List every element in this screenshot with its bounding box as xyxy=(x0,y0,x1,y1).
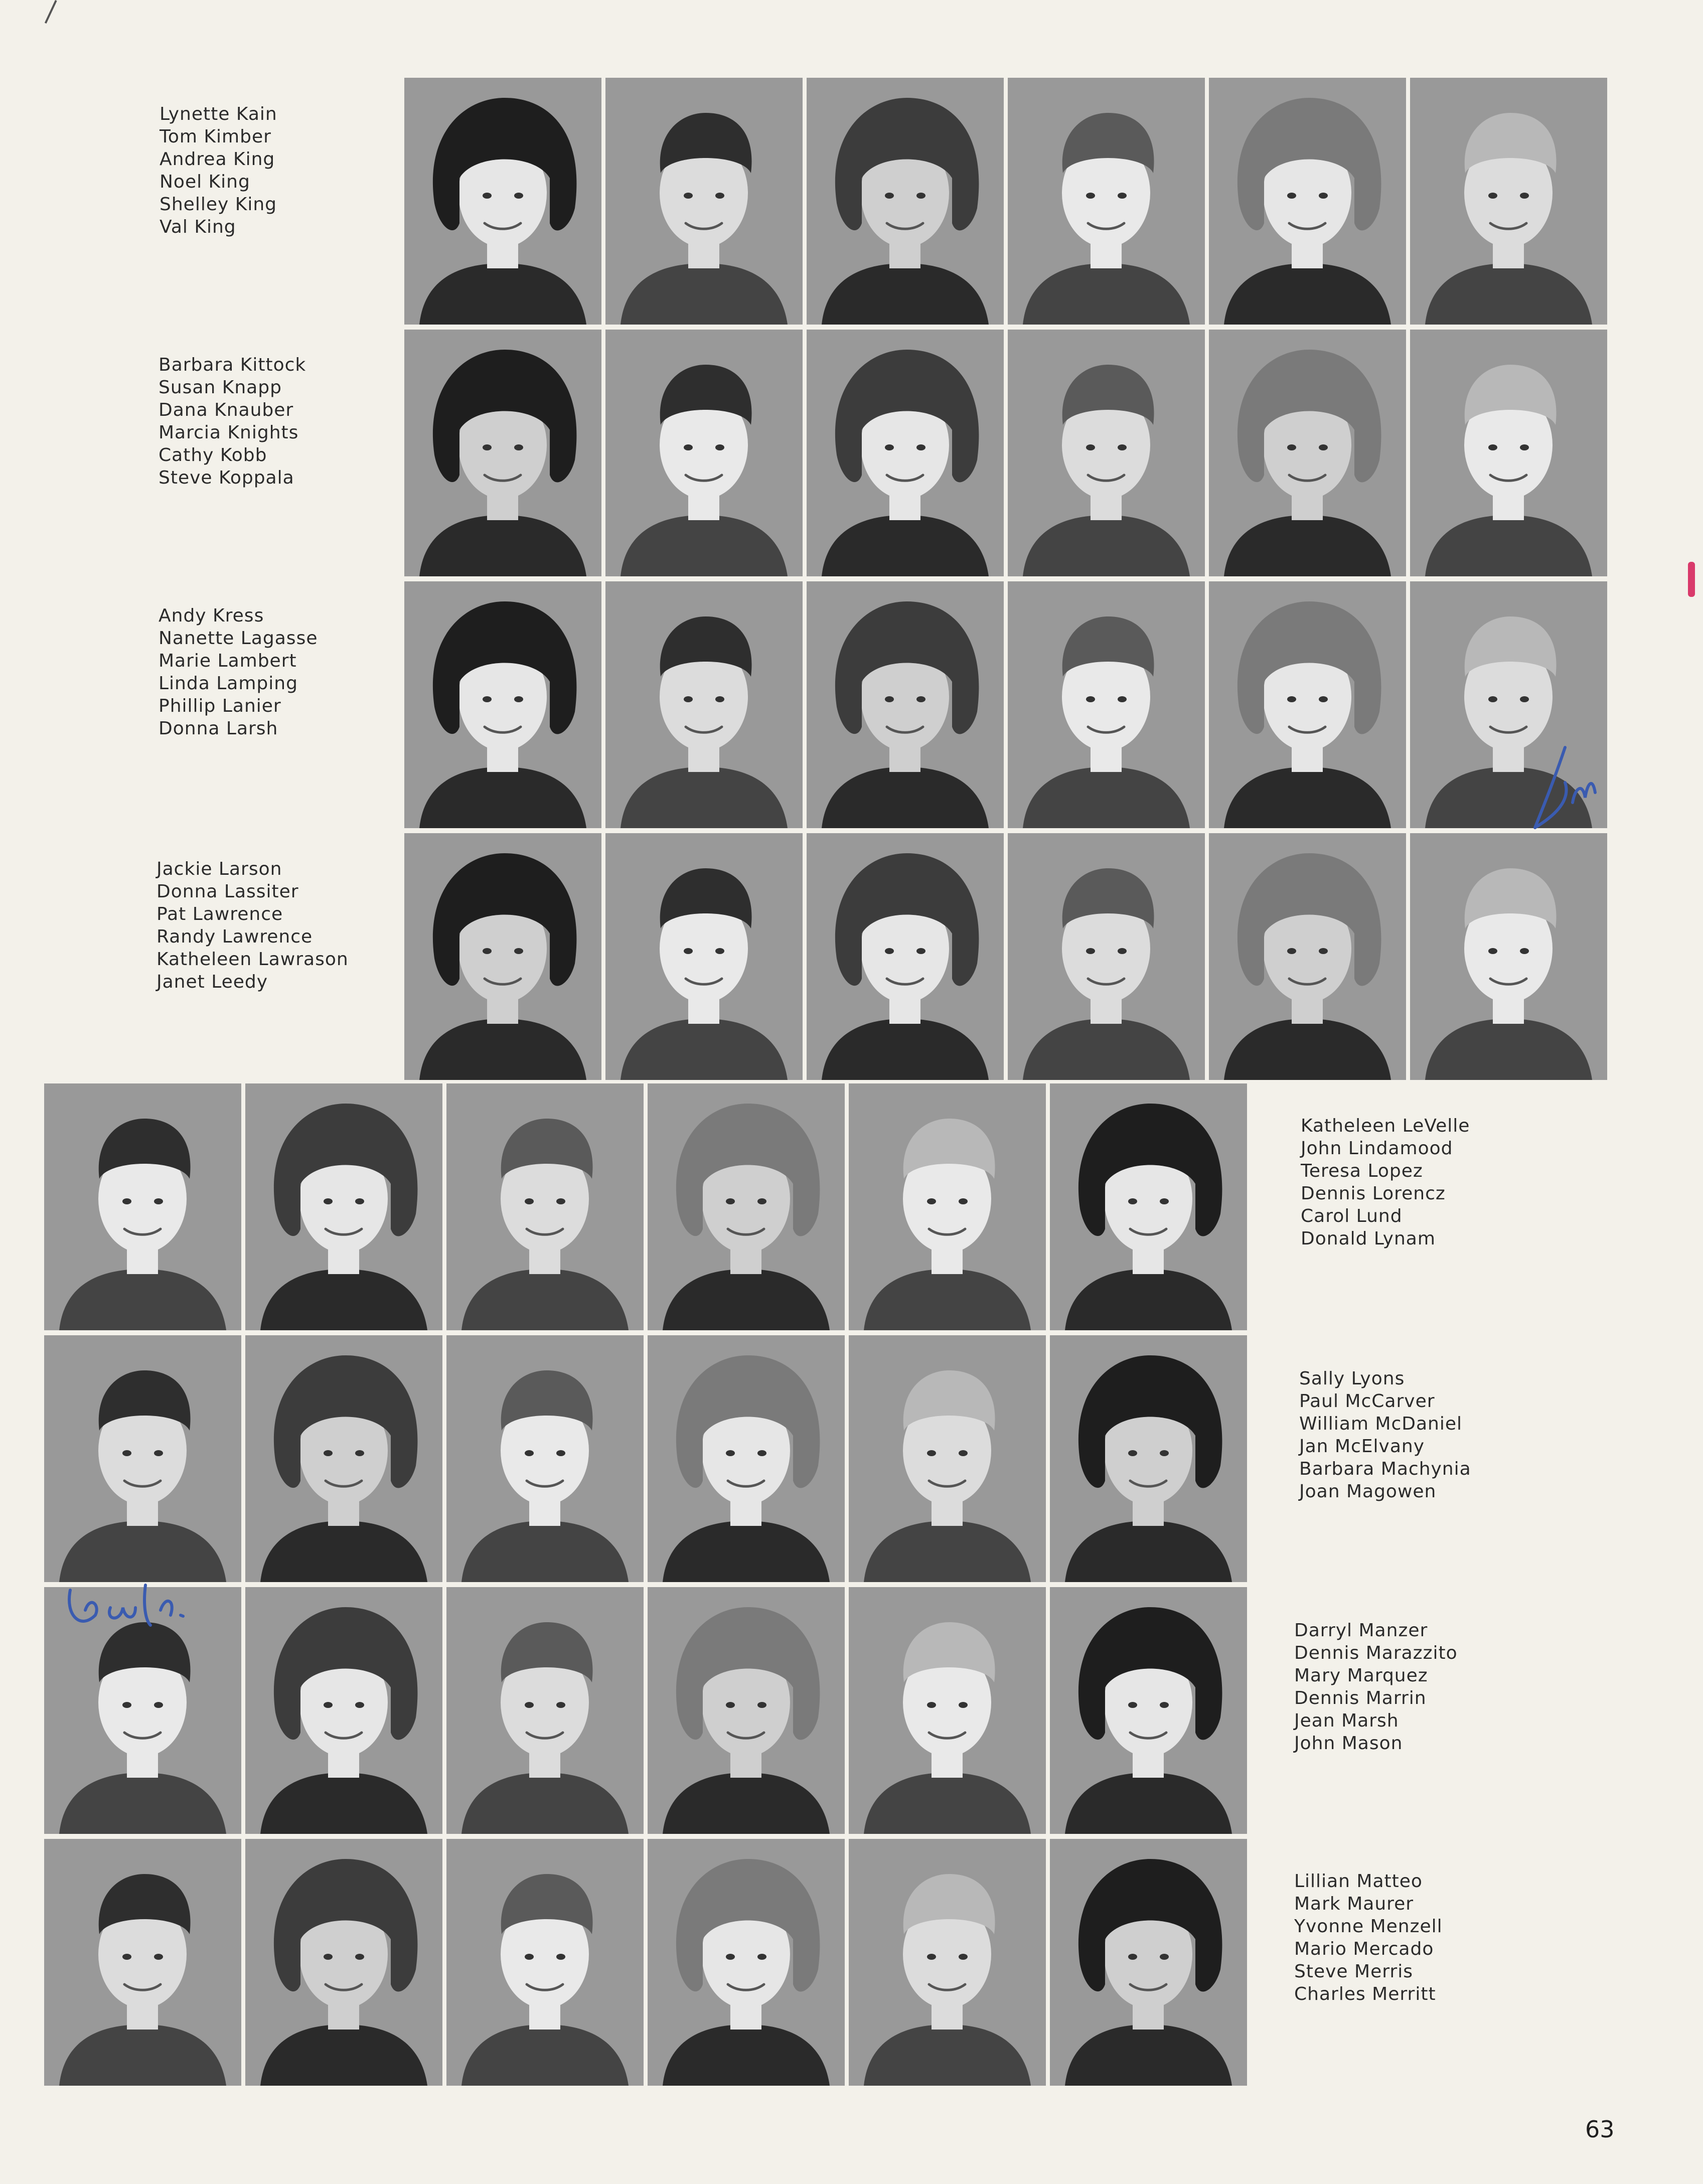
student-portrait xyxy=(605,581,803,828)
name-list-group-4 xyxy=(157,858,349,993)
student-name: Darryl Manzer xyxy=(1294,1620,1428,1641)
student-name: Andy Kress xyxy=(159,605,264,626)
name-list-group-8 xyxy=(1294,1870,1443,2005)
student-portrait xyxy=(849,1083,1046,1330)
student-name: Tom Kimber xyxy=(160,126,271,147)
student-name: Teresa Lopez xyxy=(1301,1161,1423,1181)
student-portrait xyxy=(1410,581,1607,828)
student-name: Katheleen LeVelle xyxy=(1301,1116,1470,1136)
student-name: Pat Lawrence xyxy=(157,904,283,924)
student-name: Janet Leedy xyxy=(157,972,268,992)
student-portrait xyxy=(44,1083,241,1330)
student-portrait xyxy=(807,833,1004,1080)
student-portrait xyxy=(446,1839,644,2086)
student-portrait xyxy=(1050,1839,1247,2086)
student-portrait xyxy=(404,330,601,576)
student-portrait xyxy=(605,78,803,325)
name-list-group-7 xyxy=(1294,1619,1458,1755)
student-portrait xyxy=(605,330,803,576)
student-name: Cathy Kobb xyxy=(159,445,267,465)
student-name: John Lindamood xyxy=(1301,1138,1453,1159)
student-portrait xyxy=(1050,1335,1247,1582)
name-list-group-1 xyxy=(160,103,277,238)
student-portrait xyxy=(1209,78,1406,325)
student-portrait xyxy=(807,78,1004,325)
student-portrait xyxy=(807,330,1004,576)
student-name: Lillian Matteo xyxy=(1294,1871,1423,1892)
student-portrait xyxy=(648,1587,845,1834)
student-portrait xyxy=(1050,1083,1247,1330)
student-portrait xyxy=(1008,833,1205,1080)
student-name: Dennis Marazzito xyxy=(1294,1643,1458,1663)
student-name: Dennis Marrin xyxy=(1294,1688,1427,1708)
student-portrait xyxy=(245,1587,442,1834)
student-name: William McDaniel xyxy=(1299,1414,1462,1434)
edge-tab-mark xyxy=(1688,562,1695,597)
student-portrait xyxy=(446,1335,644,1582)
page-number: 63 xyxy=(1585,2116,1615,2143)
student-name: Carol Lund xyxy=(1301,1206,1403,1226)
student-name: Shelley King xyxy=(160,194,277,215)
student-name: Val King xyxy=(160,217,236,237)
student-portrait xyxy=(1050,1587,1247,1834)
student-portrait xyxy=(849,1839,1046,2086)
student-portrait xyxy=(849,1335,1046,1582)
student-portrait xyxy=(446,1083,644,1330)
student-portrait xyxy=(1008,330,1205,576)
student-name: Phillip Lanier xyxy=(159,696,281,716)
student-portrait xyxy=(849,1587,1046,1834)
name-list-group-6 xyxy=(1299,1367,1471,1503)
student-portrait xyxy=(404,78,601,325)
student-name: Marcia Knights xyxy=(159,422,299,443)
student-name: Yvonne Menzell xyxy=(1294,1916,1443,1937)
portrait-grid-top xyxy=(404,78,1607,1080)
student-name: Dennis Lorencz xyxy=(1301,1183,1446,1204)
student-name: Dana Knauber xyxy=(159,400,294,420)
student-portrait xyxy=(245,1335,442,1582)
student-portrait xyxy=(1209,833,1406,1080)
student-portrait xyxy=(404,581,601,828)
student-name: Joan Magowen xyxy=(1299,1481,1437,1502)
student-name: Linda Lamping xyxy=(159,673,298,694)
student-name: Marie Lambert xyxy=(159,651,297,671)
student-portrait xyxy=(1008,78,1205,325)
student-name: Jan McElvany xyxy=(1299,1436,1425,1457)
student-portrait xyxy=(44,1839,241,2086)
student-portrait xyxy=(404,833,601,1080)
student-name: John Mason xyxy=(1294,1733,1403,1754)
name-list-group-3 xyxy=(159,604,318,740)
student-name: Charles Merritt xyxy=(1294,1984,1436,2004)
student-name: Steve Merris xyxy=(1294,1961,1413,1982)
student-name: Mario Mercado xyxy=(1294,1939,1434,1959)
student-name: Lynette Kain xyxy=(160,104,277,124)
student-name: Randy Lawrence xyxy=(157,926,313,947)
student-name: Paul McCarver xyxy=(1299,1391,1435,1412)
student-name: Donna Larsh xyxy=(159,718,278,739)
student-name: Mark Maurer xyxy=(1294,1894,1414,1914)
student-name: Jean Marsh xyxy=(1294,1710,1399,1731)
student-portrait xyxy=(1008,581,1205,828)
student-name: Katheleen Lawrason xyxy=(157,949,349,970)
student-name: Nanette Lagasse xyxy=(159,628,318,649)
portrait-grid-bottom xyxy=(44,1083,1247,2086)
student-portrait xyxy=(648,1083,845,1330)
student-portrait xyxy=(446,1587,644,1834)
student-portrait xyxy=(807,581,1004,828)
student-portrait xyxy=(648,1335,845,1582)
student-portrait xyxy=(245,1839,442,2086)
student-name: Andrea King xyxy=(160,149,275,170)
student-portrait xyxy=(44,1335,241,1582)
student-portrait xyxy=(605,833,803,1080)
name-list-group-2 xyxy=(159,354,306,489)
student-portrait xyxy=(1410,833,1607,1080)
student-portrait xyxy=(1410,78,1607,325)
student-name: Sally Lyons xyxy=(1299,1368,1405,1389)
student-portrait xyxy=(648,1839,845,2086)
student-name: Donald Lynam xyxy=(1301,1228,1436,1249)
student-name: Barbara Kittock xyxy=(159,355,306,375)
student-name: Barbara Machynia xyxy=(1299,1459,1471,1479)
student-name: Noel King xyxy=(160,172,250,192)
student-portrait xyxy=(44,1587,241,1834)
student-portrait xyxy=(1209,330,1406,576)
student-name: Jackie Larson xyxy=(157,859,282,879)
student-name: Donna Lassiter xyxy=(157,881,299,902)
student-portrait xyxy=(1209,581,1406,828)
student-portrait xyxy=(245,1083,442,1330)
student-name: Steve Koppala xyxy=(159,467,294,488)
student-name: Susan Knapp xyxy=(159,377,282,398)
student-name: Mary Marquez xyxy=(1294,1665,1428,1686)
pencil-mark xyxy=(45,0,57,24)
student-portrait xyxy=(1410,330,1607,576)
name-list-group-5 xyxy=(1301,1115,1470,1250)
